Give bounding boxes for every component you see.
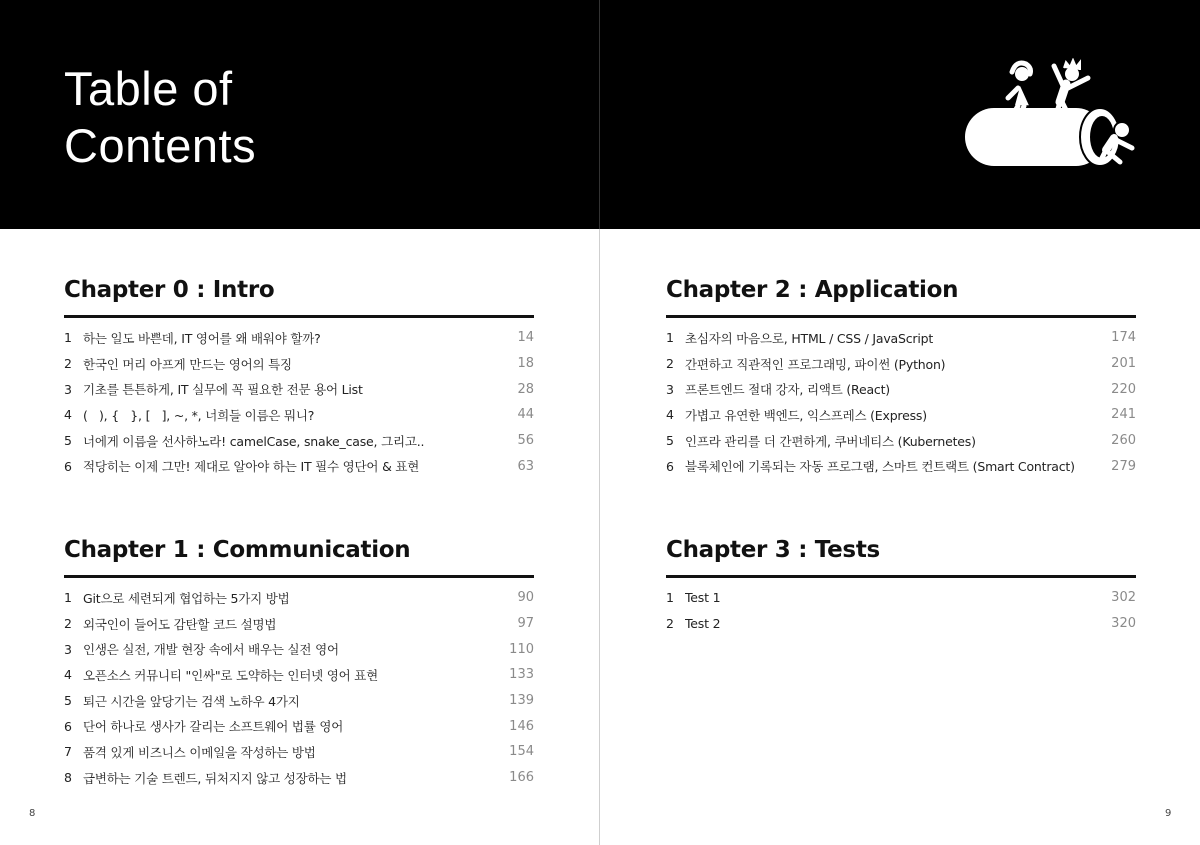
- entry-number: 2: [666, 356, 674, 372]
- entry-page-number: 139: [509, 693, 534, 709]
- toc-entry[interactable]: [64, 428, 534, 454]
- entry-number: 1: [64, 590, 72, 606]
- toc-entry[interactable]: [64, 585, 534, 611]
- entry-number: 2: [64, 356, 72, 372]
- entry-title: 가볍고 유연한 백엔드, 익스프레스 (Express): [685, 407, 927, 423]
- entry-page-number: 63: [517, 458, 534, 474]
- entry-number: 7: [64, 744, 72, 760]
- entry-number: 8: [64, 770, 72, 786]
- entry-title: 퇴근 시간을 앞당기는 검색 노하우 4가지: [83, 693, 300, 709]
- entry-title: 인프라 관리를 더 간편하게, 쿠버네티스 (Kubernetes): [685, 433, 976, 449]
- toc-entry[interactable]: [64, 765, 534, 791]
- toc-entry[interactable]: [666, 428, 1136, 454]
- entry-title: 인생은 실전, 개발 현장 속에서 배우는 실전 영어: [83, 642, 339, 658]
- entry-number: 3: [666, 381, 674, 397]
- entry-title: 품격 있게 비즈니스 이메일을 작성하는 방법: [83, 744, 316, 760]
- spread-gutter: [599, 229, 600, 845]
- entry-title: 프론트엔드 절대 강자, 리액트 (React): [685, 382, 890, 398]
- entry-page-number: 241: [1111, 407, 1136, 423]
- page-title-line: Contents: [64, 119, 257, 172]
- entry-title: 기초를 튼튼하게, IT 실무에 꼭 필요한 전문 용어 List: [83, 382, 363, 398]
- folio-right: 9: [1165, 808, 1172, 819]
- entry-number: 2: [666, 616, 674, 632]
- entry-number: 4: [64, 667, 72, 683]
- chapter-section: [64, 535, 534, 791]
- entry-title: Git으로 세련되게 협업하는 5가지 방법: [83, 590, 290, 606]
- entry-page-number: 302: [1111, 590, 1136, 606]
- toc-entry[interactable]: [64, 636, 534, 662]
- entry-title: Test 1: [685, 590, 721, 606]
- toc-entry[interactable]: [64, 662, 534, 688]
- entry-page-number: 220: [1111, 381, 1136, 397]
- chapter-entry-list: [666, 585, 1136, 636]
- toc-entry[interactable]: [666, 376, 1136, 402]
- toc-entry[interactable]: [64, 376, 534, 402]
- entry-number: 1: [666, 330, 674, 346]
- entry-title: 하는 일도 바쁜데, IT 영어를 왜 배워야 할까?: [83, 330, 321, 346]
- toc-entry[interactable]: [64, 611, 534, 637]
- entry-title: 간편하고 직관적인 프로그래밍, 파이썬 (Python): [685, 356, 946, 372]
- toc-entry[interactable]: [666, 402, 1136, 428]
- chapter-section: [64, 275, 534, 479]
- entry-page-number: 133: [509, 667, 534, 683]
- entry-title: 오픈소스 커뮤니티 "인싸"로 도약하는 인터넷 영어 표현: [83, 667, 378, 683]
- toc-entry[interactable]: [666, 351, 1136, 377]
- entry-number: 4: [666, 407, 674, 423]
- entry-number: 6: [64, 458, 72, 474]
- folio-left: 8: [29, 808, 36, 819]
- chapter-section: [666, 275, 1136, 479]
- entry-page-number: 320: [1111, 616, 1136, 632]
- toc-entry[interactable]: [666, 585, 1136, 611]
- spread-gutter: [599, 0, 600, 229]
- entry-page-number: 166: [509, 770, 534, 786]
- toc-entry[interactable]: [64, 325, 534, 351]
- entry-page-number: 18: [517, 356, 534, 372]
- entry-number: 5: [64, 433, 72, 449]
- entry-page-number: 154: [509, 744, 534, 760]
- toc-entry[interactable]: [666, 325, 1136, 351]
- page-title-line: Table of: [64, 62, 233, 115]
- entry-title: 블록체인에 기록되는 자동 프로그램, 스마트 컨트랙트 (Smart Contract): [685, 459, 1075, 475]
- entry-page-number: 260: [1111, 433, 1136, 449]
- toc-entry[interactable]: [64, 351, 534, 377]
- entry-page-number: 56: [517, 433, 534, 449]
- entry-number: 1: [666, 590, 674, 606]
- chapter-section: [666, 535, 1136, 636]
- chapter-title: Chapter 2 : Application: [666, 275, 1136, 318]
- toc-entry[interactable]: [64, 739, 534, 765]
- entry-title: 급변하는 기술 트렌드, 뒤처지지 않고 성장하는 법: [83, 770, 347, 786]
- toc-entry[interactable]: [64, 713, 534, 739]
- children-playing-on-tube-icon: [960, 58, 1140, 173]
- entry-title: 적당히는 이제 그만! 제대로 알아야 하는 IT 필수 영단어 & 표현: [83, 459, 420, 475]
- toc-entry[interactable]: [64, 402, 534, 428]
- entry-title: 외국인이 들어도 감탄할 코드 설명법: [83, 616, 277, 632]
- entry-number: 1: [64, 330, 72, 346]
- chapter-entry-list: [666, 325, 1136, 479]
- chapter-title: Chapter 0 : Intro: [64, 275, 534, 318]
- entry-title: 한국인 머리 아프게 만드는 영어의 특징: [83, 356, 292, 372]
- toc-entry[interactable]: [666, 611, 1136, 637]
- entry-page-number: 279: [1111, 458, 1136, 474]
- chapter-entry-list: [64, 325, 534, 479]
- chapter-title: Chapter 1 : Communication: [64, 535, 534, 578]
- entry-number: 5: [64, 693, 72, 709]
- entry-number: 4: [64, 407, 72, 423]
- entry-title: 너에게 이름을 선사하노라! camelCase, snake_case, 그리고..: [83, 433, 425, 449]
- entry-number: 6: [666, 458, 674, 474]
- entry-number: 6: [64, 718, 72, 734]
- toc-entry[interactable]: [666, 453, 1136, 479]
- entry-page-number: 90: [517, 590, 534, 606]
- entry-title: 초심자의 마음으로, HTML / CSS / JavaScript: [685, 330, 934, 346]
- entry-number: 2: [64, 616, 72, 632]
- toc-entry[interactable]: [64, 453, 534, 479]
- chapter-title: Chapter 3 : Tests: [666, 535, 1136, 578]
- toc-entry[interactable]: [64, 688, 534, 714]
- entry-page-number: 44: [517, 407, 534, 423]
- entry-page-number: 28: [517, 381, 534, 397]
- page-title: [64, 60, 256, 174]
- entry-title: ( ), { }, [ ], ~, *, 너희들 이름은 뭐니?: [83, 407, 315, 423]
- entry-page-number: 110: [509, 641, 534, 657]
- entry-page-number: 14: [517, 330, 534, 346]
- chapter-entry-list: [64, 585, 534, 791]
- entry-number: 5: [666, 433, 674, 449]
- entry-number: 3: [64, 641, 72, 657]
- entry-page-number: 174: [1111, 330, 1136, 346]
- entry-number: 3: [64, 381, 72, 397]
- entry-page-number: 97: [517, 616, 534, 632]
- entry-page-number: 201: [1111, 356, 1136, 372]
- entry-page-number: 146: [509, 718, 534, 734]
- entry-title: 단어 하나로 생사가 갈리는 소프트웨어 법률 영어: [83, 719, 344, 735]
- entry-title: Test 2: [685, 616, 721, 632]
